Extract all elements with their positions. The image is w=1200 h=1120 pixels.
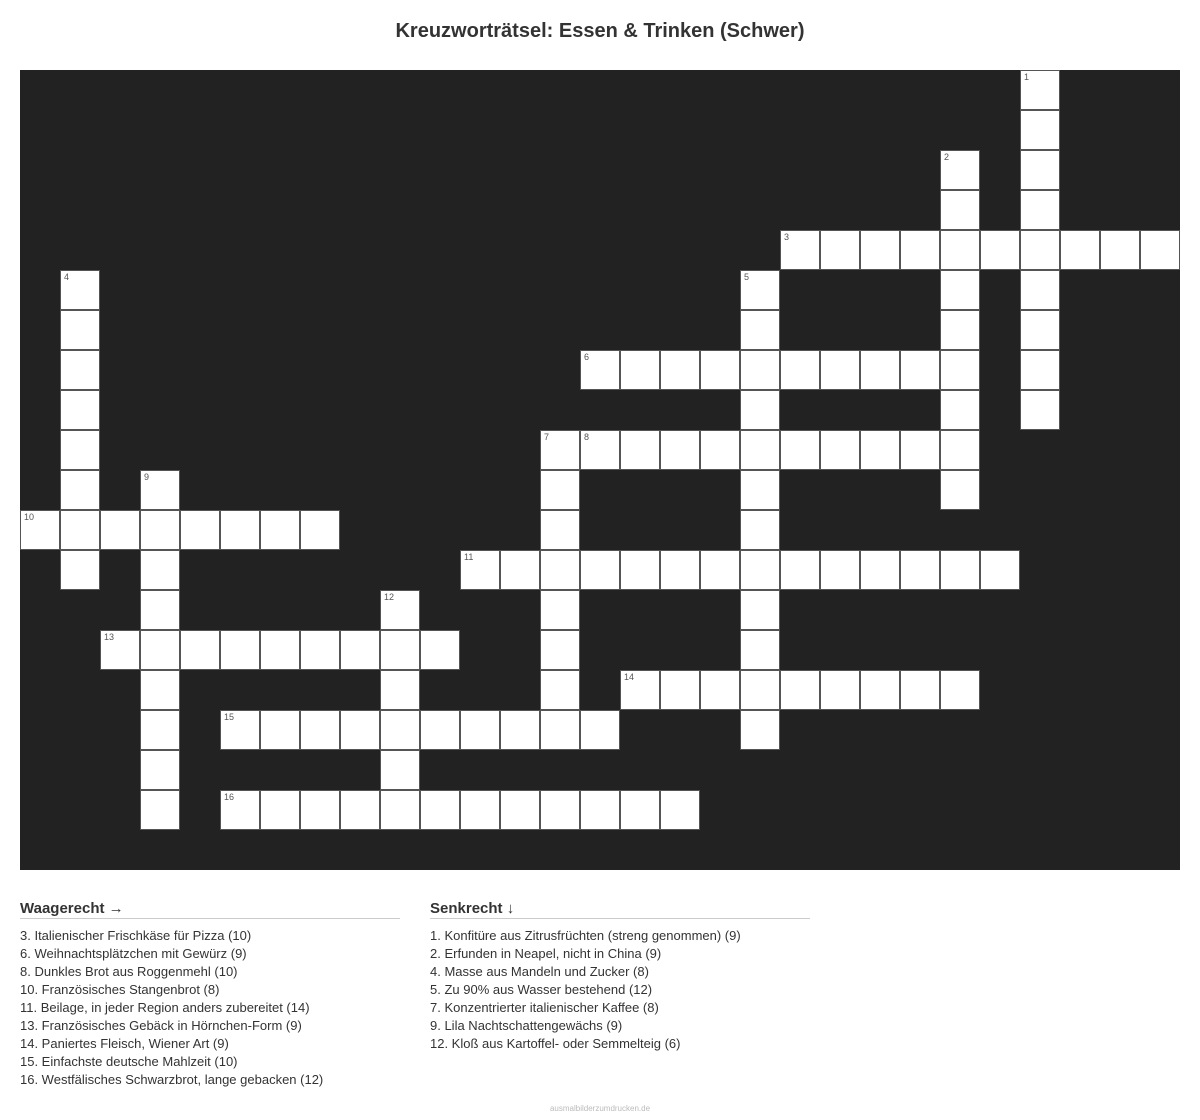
clue-number: 4	[64, 272, 70, 282]
crossword-cell[interactable]	[1020, 350, 1060, 390]
crossword-cell[interactable]	[100, 630, 140, 670]
clue-number: 5	[744, 272, 750, 282]
clue-number: 2	[944, 152, 950, 162]
crossword-cell[interactable]	[540, 510, 580, 550]
crossword-cell[interactable]	[940, 150, 980, 190]
crossword-cell[interactable]	[780, 350, 820, 390]
crossword-cell[interactable]	[1020, 110, 1060, 150]
crossword-cell[interactable]	[1020, 390, 1060, 430]
crossword-cell[interactable]	[900, 350, 940, 390]
crossword-cell[interactable]	[940, 550, 980, 590]
crossword-cell[interactable]	[940, 430, 980, 470]
crossword-cell[interactable]	[940, 350, 980, 390]
crossword-cell[interactable]	[380, 590, 420, 630]
crossword-cell[interactable]	[780, 670, 820, 710]
crossword-cell[interactable]	[900, 230, 940, 270]
down-heading: Senkrecht ↓	[430, 900, 810, 919]
crossword-cell[interactable]	[820, 430, 860, 470]
crossword-cell[interactable]	[140, 470, 180, 510]
crossword-cell[interactable]	[740, 310, 780, 350]
crossword-cell[interactable]	[540, 790, 580, 830]
across-clue: 3. Italienischer Frischkäse für Pizza (10)	[20, 928, 252, 943]
crossword-cell[interactable]	[60, 270, 100, 310]
down-clue: 9. Lila Nachtschattengewächs (9)	[430, 1018, 623, 1033]
crossword-cell[interactable]	[380, 710, 420, 750]
crossword-cell[interactable]	[860, 350, 900, 390]
crossword-cell[interactable]	[900, 430, 940, 470]
down-clue: 2. Erfunden in Neapel, nicht in China (9)	[430, 946, 662, 961]
across-clue: 15. Einfachste deutsche Mahlzeit (10)	[20, 1054, 238, 1069]
crossword-cell[interactable]	[740, 710, 780, 750]
crossword-cell[interactable]	[540, 630, 580, 670]
clue-number: 9	[144, 472, 150, 482]
crossword-cell[interactable]	[340, 710, 380, 750]
crossword-cell[interactable]	[940, 670, 980, 710]
crossword-cell[interactable]	[860, 230, 900, 270]
crossword-cell[interactable]	[140, 790, 180, 830]
crossword-cell[interactable]	[740, 390, 780, 430]
crossword-cell[interactable]	[940, 310, 980, 350]
crossword-cell[interactable]	[900, 550, 940, 590]
crossword-cell[interactable]	[580, 550, 620, 590]
crossword-cell[interactable]	[1020, 270, 1060, 310]
crossword-cell[interactable]	[460, 550, 500, 590]
crossword-cell[interactable]	[60, 310, 100, 350]
crossword-cell[interactable]	[140, 590, 180, 630]
crossword-cell[interactable]	[740, 510, 780, 550]
crossword-cell[interactable]	[940, 230, 980, 270]
crossword-cell[interactable]	[540, 550, 580, 590]
crossword-cell[interactable]	[220, 630, 260, 670]
crossword-cell[interactable]	[20, 510, 60, 550]
crossword-cell[interactable]	[220, 510, 260, 550]
crossword-cell[interactable]	[420, 630, 460, 670]
crossword-grid	[20, 70, 1180, 870]
crossword-cell[interactable]	[660, 350, 700, 390]
crossword-cell[interactable]	[500, 710, 540, 750]
crossword-cell[interactable]	[60, 390, 100, 430]
crossword-cell[interactable]	[860, 550, 900, 590]
crossword-cell[interactable]	[580, 710, 620, 750]
crossword-cell[interactable]	[380, 790, 420, 830]
clue-number: 8	[584, 432, 590, 442]
crossword-cell[interactable]	[620, 790, 660, 830]
crossword-cell[interactable]	[500, 550, 540, 590]
across-clue: 16. Westfälisches Schwarzbrot, lange gebacken (12)	[20, 1072, 324, 1087]
crossword-cell[interactable]	[260, 630, 300, 670]
crossword-cell[interactable]	[340, 790, 380, 830]
clue-number: 7	[544, 432, 550, 442]
crossword-cell[interactable]	[860, 670, 900, 710]
crossword-cell[interactable]	[700, 670, 740, 710]
crossword-cell[interactable]	[900, 670, 940, 710]
crossword-cell[interactable]	[740, 430, 780, 470]
crossword-cell[interactable]	[620, 430, 660, 470]
crossword-cell[interactable]	[540, 670, 580, 710]
crossword-cell[interactable]	[380, 630, 420, 670]
crossword-cell[interactable]	[820, 550, 860, 590]
crossword-cell[interactable]	[820, 230, 860, 270]
crossword-cell[interactable]	[1060, 230, 1100, 270]
crossword-cell[interactable]	[300, 630, 340, 670]
crossword-cell[interactable]	[140, 630, 180, 670]
clue-number: 14	[624, 672, 635, 682]
crossword-cell[interactable]	[60, 470, 100, 510]
crossword-cell[interactable]	[140, 510, 180, 550]
crossword-cell[interactable]	[420, 790, 460, 830]
crossword-cell[interactable]	[60, 550, 100, 590]
crossword-cell[interactable]	[780, 430, 820, 470]
across-clue: 14. Paniertes Fleisch, Wiener Art (9)	[20, 1036, 229, 1051]
crossword-cell[interactable]	[740, 470, 780, 510]
crossword-cell[interactable]	[780, 230, 820, 270]
crossword-cell[interactable]	[700, 430, 740, 470]
across-clue: 11. Beilage, in jeder Region anders zubereitet (14)	[20, 1000, 310, 1015]
crossword-cell[interactable]	[180, 630, 220, 670]
crossword-cell[interactable]	[260, 710, 300, 750]
crossword-cell[interactable]	[660, 670, 700, 710]
crossword-cell[interactable]	[180, 510, 220, 550]
crossword-cell[interactable]	[420, 710, 460, 750]
clue-number: 6	[584, 352, 590, 362]
clue-number: 11	[464, 552, 474, 562]
crossword-cell[interactable]	[740, 350, 780, 390]
crossword-cell[interactable]	[780, 550, 820, 590]
crossword-cell[interactable]	[540, 470, 580, 510]
crossword-cell[interactable]	[980, 550, 1020, 590]
crossword-cell[interactable]	[540, 710, 580, 750]
across-clue-list	[20, 927, 400, 1089]
crossword-cell[interactable]	[500, 790, 540, 830]
clue-number: 13	[104, 632, 115, 642]
crossword-cell[interactable]	[620, 670, 660, 710]
across-clue: 6. Weihnachtsplätzchen mit Gewürz (9)	[20, 946, 247, 961]
across-clues-panel	[20, 900, 400, 1089]
crossword-cell[interactable]	[700, 350, 740, 390]
crossword-cell[interactable]	[340, 630, 380, 670]
across-clue: 10. Französisches Stangenbrot (8)	[20, 982, 220, 997]
crossword-cell[interactable]	[460, 790, 500, 830]
crossword-cell[interactable]	[1020, 310, 1060, 350]
crossword-cell[interactable]	[660, 430, 700, 470]
crossword-cell[interactable]	[260, 790, 300, 830]
crossword-cell[interactable]	[100, 510, 140, 550]
clue-number: 16	[224, 792, 235, 802]
crossword-cell[interactable]	[300, 710, 340, 750]
crossword-cell[interactable]	[540, 590, 580, 630]
crossword-cell[interactable]	[700, 550, 740, 590]
clue-number: 3	[784, 232, 790, 242]
clue-number: 15	[224, 712, 235, 722]
crossword-cell[interactable]	[60, 510, 100, 550]
crossword-cell[interactable]	[140, 710, 180, 750]
crossword-cell[interactable]	[1100, 230, 1140, 270]
crossword-cell[interactable]	[860, 430, 900, 470]
clue-number: 10	[24, 512, 35, 522]
crossword-cell[interactable]	[820, 670, 860, 710]
crossword-cell[interactable]	[220, 710, 260, 750]
down-clue: 1. Konfitüre aus Zitrusfrüchten (streng genommen) (9)	[430, 928, 741, 943]
crossword-cell[interactable]	[660, 550, 700, 590]
crossword-cell[interactable]	[540, 430, 580, 470]
page-title: Kreuzworträtsel: Essen & Trinken (Schwer)	[395, 20, 805, 42]
crossword-cell[interactable]	[620, 350, 660, 390]
down-clue: 7. Konzentrierter italienischer Kaffee (8)	[430, 1000, 659, 1015]
down-clue-list	[430, 927, 810, 1053]
crossword-cell[interactable]	[460, 710, 500, 750]
crossword-cell[interactable]	[940, 270, 980, 310]
crossword-cell[interactable]	[740, 630, 780, 670]
across-clue: 13. Französisches Gebäck in Hörnchen-Form (9)	[20, 1018, 302, 1033]
crossword-cell[interactable]	[260, 510, 300, 550]
crossword-cell[interactable]	[380, 750, 420, 790]
crossword-cell[interactable]	[140, 550, 180, 590]
crossword-cell[interactable]	[220, 790, 260, 830]
down-clues-panel	[430, 900, 810, 1053]
crossword-cell[interactable]	[740, 550, 780, 590]
crossword-cell[interactable]	[60, 350, 100, 390]
crossword-cell[interactable]	[940, 190, 980, 230]
crossword-cell[interactable]	[580, 430, 620, 470]
clue-number: 1	[1024, 72, 1030, 82]
across-heading: Waagerecht →	[20, 900, 400, 919]
crossword-cell[interactable]	[740, 670, 780, 710]
across-clue: 8. Dunkles Brot aus Roggenmehl (10)	[20, 964, 238, 979]
crossword-cell[interactable]	[660, 790, 700, 830]
crossword-cell[interactable]	[380, 670, 420, 710]
crossword-cell[interactable]	[140, 670, 180, 710]
crossword-cell[interactable]	[620, 550, 660, 590]
crossword-cell[interactable]	[1020, 230, 1060, 270]
crossword-cell[interactable]	[1140, 230, 1180, 270]
crossword-cell[interactable]	[940, 470, 980, 510]
crossword-cell[interactable]	[1020, 70, 1060, 110]
down-clue: 4. Masse aus Mandeln und Zucker (8)	[430, 964, 649, 979]
down-clue: 5. Zu 90% aus Wasser bestehend (12)	[430, 982, 653, 997]
crossword-cell[interactable]	[740, 270, 780, 310]
crossword-cell[interactable]	[1020, 190, 1060, 230]
crossword-cell[interactable]	[740, 590, 780, 630]
crossword-cell[interactable]	[580, 350, 620, 390]
crossword-cell[interactable]	[300, 790, 340, 830]
clue-number: 12	[384, 592, 395, 602]
crossword-cell[interactable]	[300, 510, 340, 550]
crossword-cell[interactable]	[580, 790, 620, 830]
crossword-cell[interactable]	[940, 390, 980, 430]
crossword-cell[interactable]	[140, 750, 180, 790]
crossword-cell[interactable]	[980, 230, 1020, 270]
crossword-cell[interactable]	[60, 430, 100, 470]
footer-credit: ausmalbilderzumdrucken.de	[549, 1104, 651, 1113]
down-clue: 12. Kloß aus Kartoffel- oder Semmelteig (6)	[430, 1036, 681, 1051]
crossword-cell[interactable]	[1020, 150, 1060, 190]
crossword-cell[interactable]	[820, 350, 860, 390]
